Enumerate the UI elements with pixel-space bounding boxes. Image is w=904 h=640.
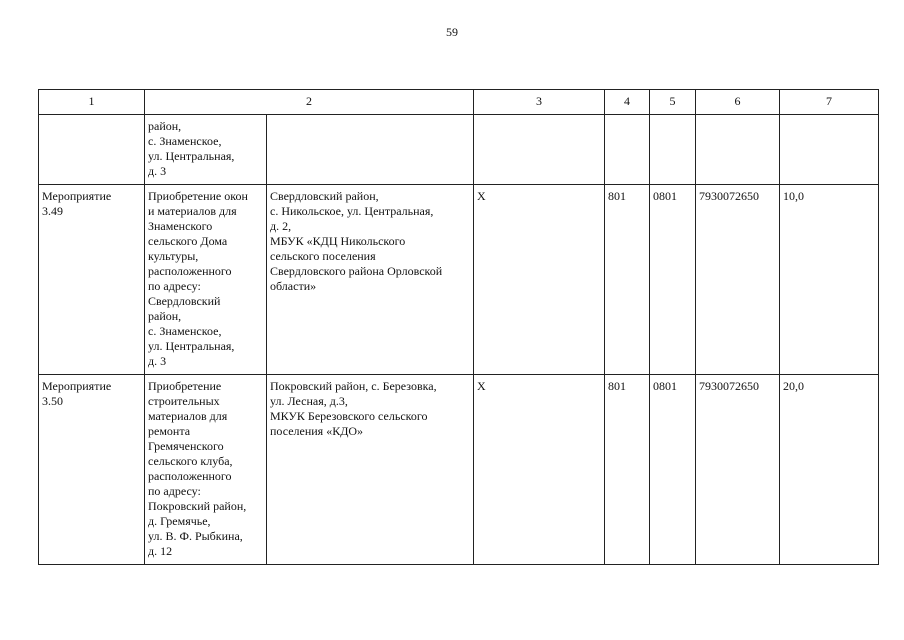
col3-cell: Х xyxy=(474,375,605,565)
col7-cell: 10,0 xyxy=(780,185,879,375)
col4-cell: 801 xyxy=(605,375,650,565)
col3-cell: Х xyxy=(474,185,605,375)
column-header-2: 2 xyxy=(145,90,474,115)
header-row xyxy=(39,90,879,115)
col4-cell: 801 xyxy=(605,185,650,375)
col6-cell: 7930072650 xyxy=(696,375,780,565)
col5-cell: 0801 xyxy=(650,375,696,565)
table-row xyxy=(39,185,879,375)
col7-cell xyxy=(780,115,879,185)
table-row-continuation xyxy=(39,115,879,185)
page-number: 59 xyxy=(446,25,458,39)
column-header-1: 1 xyxy=(39,90,145,115)
col4-cell xyxy=(605,115,650,185)
col3-cell xyxy=(474,115,605,185)
column-header-4: 4 xyxy=(605,90,650,115)
object-cell: район, с. Знаменское, ул. Центральная, д. 3 xyxy=(145,115,267,185)
address-cell: Свердловский район, с. Никольское, ул. Центральная, д. 2, МБУК «КДЦ Никольского сельского поселения Свердловского района Орловской области» xyxy=(267,185,474,375)
col6-cell xyxy=(696,115,780,185)
address-cell: Покровский район, с. Березовка, ул. Лесная, д.3, МКУК Березовского сельского поселения «КДО» xyxy=(267,375,474,565)
address-cell xyxy=(267,115,474,185)
table-row xyxy=(39,375,879,565)
column-header-6: 6 xyxy=(696,90,780,115)
column-header-3: 3 xyxy=(474,90,605,115)
event-cell: Мероприятие 3.50 xyxy=(39,375,145,565)
col5-cell xyxy=(650,115,696,185)
event-cell xyxy=(39,115,145,185)
col6-cell: 7930072650 xyxy=(696,185,780,375)
budget-table xyxy=(38,89,879,565)
column-header-7: 7 xyxy=(780,90,879,115)
object-cell: Приобретение окон и материалов для Знаменского сельского Дома культуры, расположенного по адресу: Свердловский район, с. Знаменское, ул. Центральная, д. 3 xyxy=(145,185,267,375)
col5-cell: 0801 xyxy=(650,185,696,375)
col7-cell: 20,0 xyxy=(780,375,879,565)
event-cell: Мероприятие 3.49 xyxy=(39,185,145,375)
column-header-5: 5 xyxy=(650,90,696,115)
object-cell: Приобретение строительных материалов для ремонта Гремяченского сельского клуба, расположенного по адресу: Покровский район, д. Гремячье, ул. В. Ф. Рыбкина, д. 12 xyxy=(145,375,267,565)
